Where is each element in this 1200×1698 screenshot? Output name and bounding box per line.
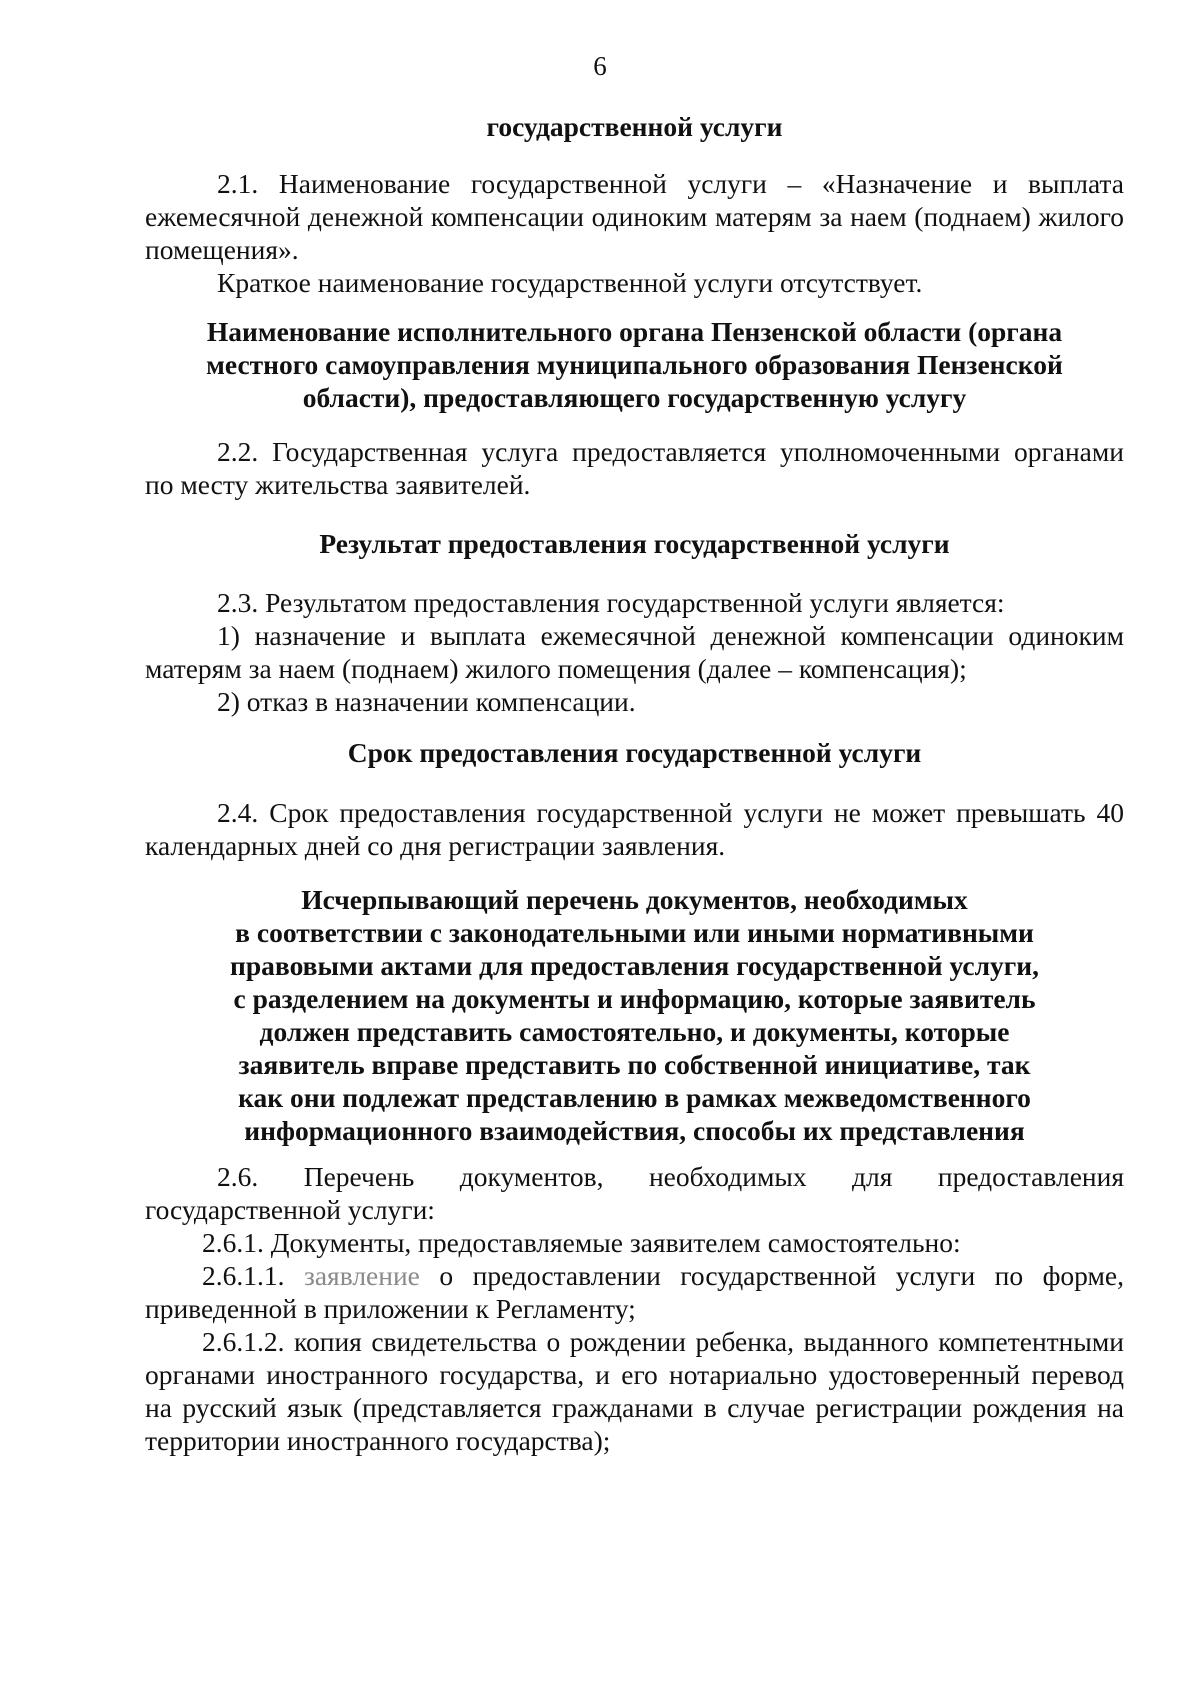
paragraph-2-6-1-2: 2.6.1.2. копия свидетельства о рождении ребенка, выданного компетентными органами иностранного государства, и его нотариально удостоверенный перевод на русский язык (представляется гражданами в случае регистрации рождения на территории иностранного государства); xyxy=(145,1326,1124,1456)
item-number: 2.6.1.1. xyxy=(202,1260,285,1291)
heading-line: должен представить самостоятельно, и документы, которые xyxy=(259,1016,1010,1047)
page-number: 6 xyxy=(593,51,607,81)
heading-line: как они подлежат представлению в рамках межведомственного xyxy=(238,1082,1031,1113)
section-heading-result xyxy=(145,527,1124,560)
heading-line: области), предоставляющего государственную услугу xyxy=(302,382,967,413)
faint-word: заявление xyxy=(303,1260,420,1291)
paragraph-2-1: 2.1. Наименование государственной услуги – «Назначение и выплата ежемесячной денежной компенсации одиноким матерям за наем (поднаем) жилого помещения». xyxy=(145,168,1124,265)
heading-line: Исчерпывающий перечень документов, необходимых xyxy=(301,884,968,915)
paragraph-2-4: 2.4. Срок предоставления государственной услуги не может превышать 40 календарных дней со дня регистрации заявления. xyxy=(145,797,1124,861)
paragraph-2-6-1-1 xyxy=(145,1259,1124,1325)
paragraph-2-6-line-2: государственной услуги: xyxy=(145,1194,435,1225)
heading-line: государственной услуги xyxy=(486,111,783,142)
section-heading-service xyxy=(145,110,1124,143)
paragraph-2-6-line-1: 2.6. Перечень документов, необходимых для предоставления xyxy=(217,1161,1124,1192)
heading-line: местного самоуправления муниципального образования Пензенской xyxy=(206,349,1063,380)
item-text: о предоставлении государственной услуги по форме, приведенной в приложении к Регламенту; xyxy=(145,1260,1125,1324)
section-heading-organ xyxy=(145,315,1124,414)
paragraph-2-1-short-name: Краткое наименование государственной услуги отсутствует. xyxy=(217,267,923,298)
paragraph-2-3-item-2: 2) отказ в назначении компенсации. xyxy=(217,686,636,717)
heading-line: Результат предоставления государственной услуги xyxy=(319,528,950,559)
heading-line: Наименование исполнительного органа Пензенской области (органа xyxy=(206,316,1063,347)
paragraph-2-3: 2.3. Результатом предоставления государственной услуги является: xyxy=(217,587,1005,618)
heading-line: информационного взаимодействия, способы их представления xyxy=(244,1115,1025,1146)
heading-line: правовыми актами для предоставления государственной услуги, xyxy=(230,950,1039,981)
paragraph-2-3-item-1: 1) назначение и выплата ежемесячной денежной компенсации одиноким матерям за наем (поднаем) жилого помещения (далее – компенсация); xyxy=(145,620,1124,684)
section-2-2 xyxy=(145,435,1124,501)
section-heading-term xyxy=(145,736,1124,769)
section-2-4 xyxy=(145,796,1124,862)
section-2-6 xyxy=(145,1160,1124,1457)
heading-line: с разделением на документы и информацию, которые заявитель xyxy=(233,983,1036,1014)
heading-line: Срок предоставления государственной услуги xyxy=(347,737,922,768)
paragraph-2-2: 2.2. Государственная услуга предоставляется уполномоченными органами по месту жительства заявителей. xyxy=(145,436,1124,500)
section-heading-documents xyxy=(145,883,1124,1147)
heading-line: заявитель вправе представить по собственной инициативе, так xyxy=(238,1049,1031,1080)
heading-line: в соответствии с законодательными или иными нормативными xyxy=(235,917,1034,948)
section-2-3 xyxy=(145,586,1124,718)
paragraph-2-6-1: 2.6.1. Документы, предоставляемые заявителем самостоятельно: xyxy=(202,1227,961,1258)
section-2-1 xyxy=(145,167,1124,299)
